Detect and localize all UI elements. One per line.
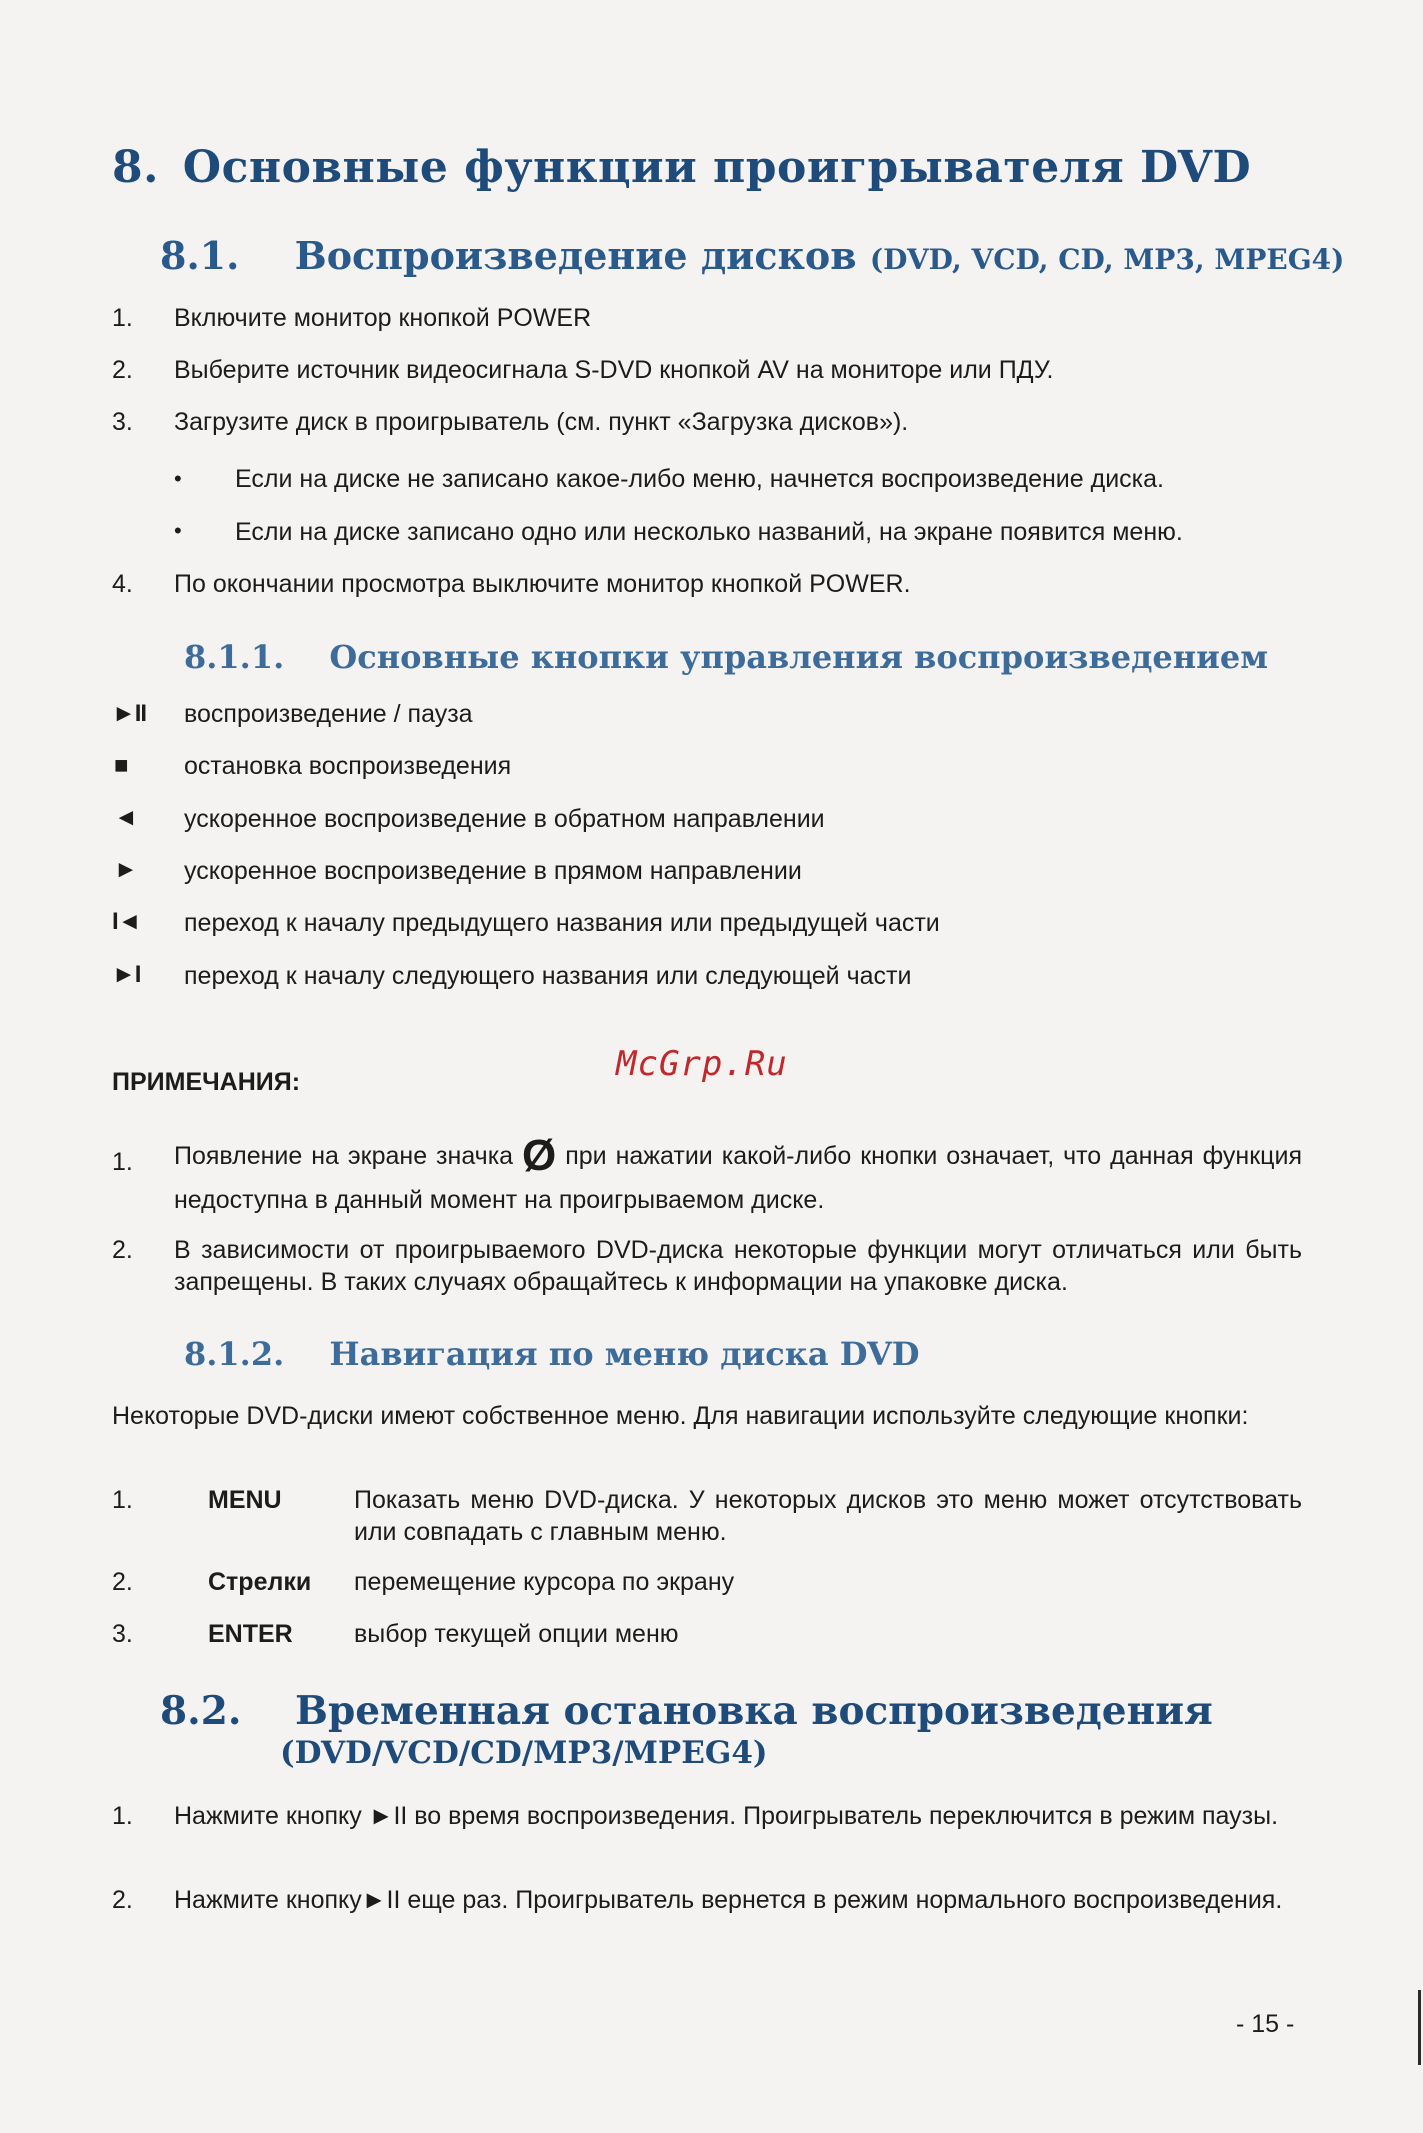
- section-8-1-2-title: Навигация по меню диска DVD: [329, 1335, 920, 1373]
- note-text-before: Появление на экране значка: [174, 1142, 514, 1170]
- step-number: 1.: [112, 304, 133, 332]
- next-icon: ►I: [112, 961, 141, 988]
- section-8-2-formats: (DVD/VCD/CD/MP3/MPEG4): [280, 1734, 768, 1771]
- section-8-number: 8.: [112, 142, 159, 193]
- step-text: Загрузите диск в проигрыватель (см. пункт «Загрузка дисков»).: [174, 408, 909, 436]
- note-text-after: при нажатии какой-либо кнопки означает, что данная функция недоступна в данный момент на проигрываемом диске.: [174, 1142, 1302, 1214]
- key-number: 2.: [112, 1568, 133, 1596]
- key-name: MENU: [208, 1486, 282, 1514]
- key-number: 3.: [112, 1620, 133, 1648]
- section-8-1-1-heading: [184, 638, 1268, 676]
- page-number: - 15 -: [1236, 2010, 1295, 2038]
- key-description: выбор текущей опции меню: [354, 1620, 679, 1648]
- section-8-1-heading: [160, 233, 1344, 278]
- stop-icon: ■: [114, 752, 128, 779]
- key-name: ENTER: [208, 1620, 293, 1648]
- step-text: Включите монитор кнопкой POWER: [174, 304, 592, 332]
- previous-icon: I◄: [112, 908, 141, 935]
- key-description: Показать меню DVD-диска. У некоторых дисков это меню может отсутствовать или совпадать с главным меню.: [354, 1486, 1302, 1546]
- button-description: переход к началу следующего названия или следующей части: [184, 962, 912, 990]
- section-8-1-title: Воспроизведение дисков: [294, 233, 857, 278]
- play-pause-icon: ►II: [112, 700, 147, 727]
- notes-heading: ПРИМЕЧАНИЯ:: [112, 1068, 301, 1096]
- section-8-1-2-heading: [184, 1335, 920, 1373]
- bullet-text: Если на диске записано одно или несколько названий, на экране появится меню.: [235, 518, 1183, 546]
- step-text: Нажмите кнопку ►II во время воспроизведения. Проигрыватель переключится в режим паузы.: [174, 1802, 1279, 1830]
- step-number: 1.: [112, 1802, 133, 1830]
- button-description: остановка воспроизведения: [184, 752, 512, 780]
- bullet-text: Если на диске не записано какое-либо меню, начнется воспроизведение диска.: [235, 465, 1165, 493]
- fast-forward-icon: ►: [114, 856, 137, 883]
- step-number: 3.: [112, 408, 133, 436]
- section-8-1-1-number: 8.1.1.: [184, 638, 285, 676]
- step-number: 2.: [112, 356, 133, 384]
- rewind-icon: ◄: [114, 804, 137, 831]
- note-text: В зависимости от проигрываемого DVD-диска некоторые функции могут отличаться или быть запрещены. В таких случаях обращайтесь к информации на упаковке диска.: [174, 1236, 1302, 1296]
- key-name: Стрелки: [208, 1568, 312, 1596]
- button-description: ускоренное воспроизведение в прямом направлении: [184, 857, 802, 885]
- section-8-1-2-number: 8.1.2.: [184, 1335, 285, 1373]
- section-8-2-title: Временная остановка воспроизведения: [295, 1688, 1213, 1734]
- button-description: переход к началу предыдущего названия или предыдущей части: [184, 909, 940, 937]
- step-text: По окончании просмотра выключите монитор кнопкой POWER.: [174, 570, 911, 598]
- bullet-icon: •: [174, 518, 182, 543]
- section-8-heading: [112, 142, 1251, 193]
- bullet-icon: •: [174, 466, 182, 491]
- button-description: ускоренное воспроизведение в обратном направлении: [184, 805, 825, 833]
- watermark: McGrp.Ru: [616, 1044, 788, 1084]
- section-8-1-number: 8.1.: [160, 233, 240, 278]
- section-8-2-heading: [160, 1688, 1213, 1772]
- step-number: 2.: [112, 1886, 133, 1914]
- note-number: 1.: [112, 1148, 133, 1176]
- button-description: воспроизведение / пауза: [184, 700, 473, 728]
- scan-edge-mark: [1418, 1990, 1421, 2065]
- step-text: Нажмите кнопку►II еще раз. Проигрыватель вернется в режим нормального воспроизведения.: [174, 1886, 1283, 1914]
- not-available-icon: Ø: [522, 1131, 557, 1180]
- key-description: перемещение курсора по экрану: [354, 1568, 735, 1596]
- section-8-1-1-title: Основные кнопки управления воспроизведением: [329, 638, 1269, 676]
- key-number: 1.: [112, 1486, 133, 1514]
- section-8-1-formats: (DVD, VCD, CD, MP3, MPEG4): [869, 243, 1345, 276]
- note-1-text: [174, 1131, 1302, 1222]
- step-text: Выберите источник видеосигнала S-DVD кнопкой AV на мониторе или ПДУ.: [174, 356, 1054, 384]
- section-8-1-2-intro: Некоторые DVD-диски имеют собственное меню. Для навигации используйте следующие кнопки:: [112, 1402, 1249, 1430]
- step-number: 4.: [112, 570, 133, 598]
- note-number: 2.: [112, 1236, 133, 1264]
- section-8-title: Основные функции проигрывателя DVD: [182, 142, 1252, 193]
- section-8-2-number: 8.2.: [160, 1688, 242, 1734]
